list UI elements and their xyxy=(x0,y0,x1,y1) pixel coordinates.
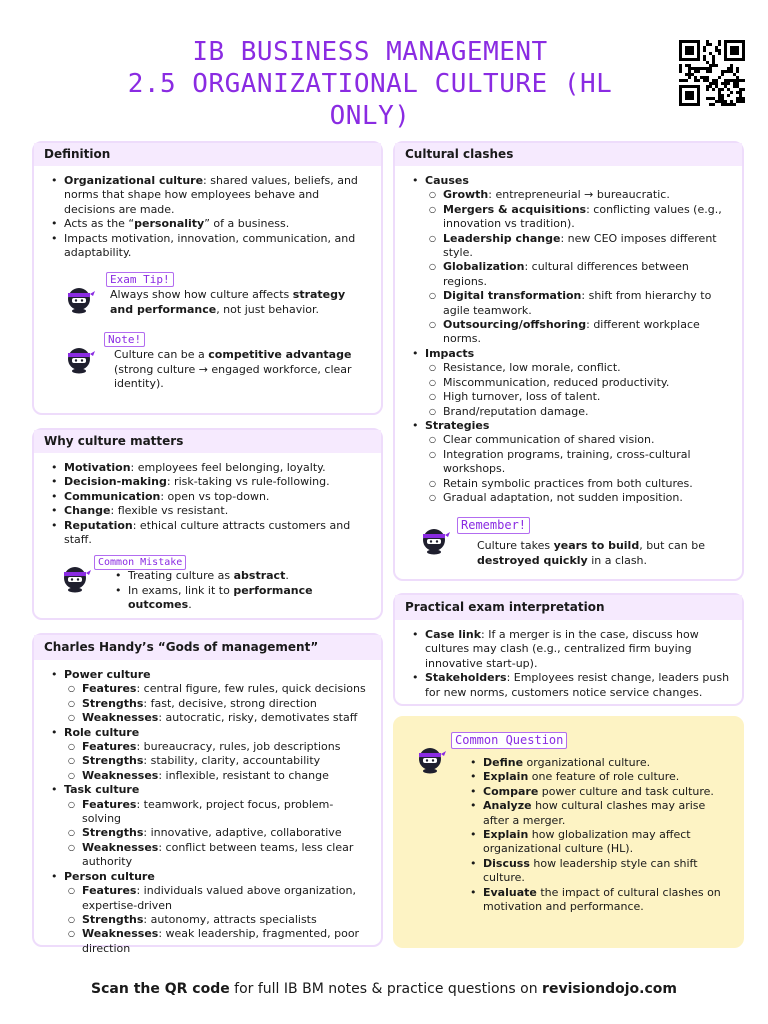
exam-tip-tag: Exam Tip! xyxy=(106,272,174,287)
definition-heading: Definition xyxy=(34,143,381,166)
list-item: ○ Weaknesses: autocratic, risky, demotivates staff xyxy=(66,711,369,725)
list-item: ○ Gradual adaptation, not sudden imposition. xyxy=(427,491,730,505)
list-item: ○ Features: individuals valued above organization, expertise-driven xyxy=(66,884,369,913)
list-item: • Acts as the “personality” of a business. xyxy=(48,217,369,231)
common-mistake-tag: Common Mistake xyxy=(94,555,186,570)
qr-code-icon[interactable] xyxy=(679,40,745,106)
list-item: • Evaluate the impact of cultural clashes on motivation and performance. xyxy=(467,886,724,915)
list-item: • Explain how globalization may affect organizational culture (HL). xyxy=(467,828,724,857)
note-tag: Note! xyxy=(104,332,145,347)
remember-tag: Remember! xyxy=(457,517,530,534)
list-item: ○ Integration programs, training, cross-cultural workshops. xyxy=(427,448,730,477)
list-item: • Change: flexible vs resistant. xyxy=(48,504,369,518)
definition-card xyxy=(32,141,383,415)
exam-tip-callout xyxy=(48,272,369,318)
title-line-2: 2.5 ORGANIZATIONAL CULTURE (HL ONLY) xyxy=(127,69,613,131)
remember-callout xyxy=(409,517,730,568)
cultural-clashes-card xyxy=(393,141,744,581)
list-item: ○ Strengths: stability, clarity, accountability xyxy=(66,754,369,768)
list-item: • Case link: If a merger is in the case, discuss how cultures may clash (e.g., centralized firm buying innovative start-up). xyxy=(409,628,730,671)
list-item: ○ Digital transformation: shift from hierarchy to agile teamwork. xyxy=(427,289,730,318)
handy-gods-heading: Charles Handy’s “Gods of management” xyxy=(34,635,381,660)
list-item: ○ Strengths: fast, decisive, strong direction xyxy=(66,697,369,711)
list-item: ○ Weaknesses: inflexible, resistant to change xyxy=(66,769,369,783)
practical-exam-heading: Practical exam interpretation xyxy=(395,595,742,620)
culture-type: • Power culture ○ Features: central figure, few rules, quick decisions ○ Strengths: fast, decisive, strong direction ○ Weaknesses: autocratic, risky, demotivates staff xyxy=(48,668,369,726)
list-item: ○ Retain symbolic practices from both cultures. xyxy=(427,477,730,491)
list-item: ○ Globalization: cultural differences between regions. xyxy=(427,260,730,289)
list-item: • Define organizational culture. xyxy=(467,756,724,770)
footer: Scan the QR code for full IB BM notes & practice questions on revisiondojo.com xyxy=(91,981,677,997)
list-item: ○ Features: bureaucracy, rules, job descriptions xyxy=(66,740,369,754)
list-item: • Discuss how leadership style can shift culture. xyxy=(467,857,724,886)
ninja-mascot-icon xyxy=(413,740,447,774)
list-item: ○ Brand/reputation damage. xyxy=(427,405,730,419)
list-item: ○ Miscommunication, reduced productivity. xyxy=(427,376,730,390)
website-link[interactable]: revisiondojo.com xyxy=(542,981,677,997)
list-item: ○ Weaknesses: weak leadership, fragmented, poor direction xyxy=(66,927,369,956)
culture-type: • Person culture ○ Features: individuals valued above organization, expertise-driven ○ Strengths: autonomy, attracts specialists ○ Weaknesses: weak leadership, fragmented, poor direction xyxy=(48,870,369,956)
list-item: ○ Clear communication of shared vision. xyxy=(427,433,730,447)
list-item: ○ Strengths: autonomy, attracts specialists xyxy=(66,913,369,927)
list-item: • Reputation: ethical culture attracts customers and staff. xyxy=(48,519,369,548)
culture-type: • Task culture ○ Features: teamwork, project focus, problem-solving ○ Strengths: innovative, adaptive, collaborative ○ Weaknesses: conflict between teams, less clear authority xyxy=(48,783,369,869)
list-item: • Communication: open vs top-down. xyxy=(48,490,369,504)
list-item: • Treating culture as abstract. xyxy=(112,569,369,583)
list-item: • Explain one feature of role culture. xyxy=(467,770,724,784)
list-item: • Analyze how cultural clashes may arise after a merger. xyxy=(467,799,724,828)
common-question-card xyxy=(393,716,744,948)
ninja-mascot-icon xyxy=(417,521,451,555)
ninja-mascot-icon xyxy=(58,559,92,593)
list-item: ○ Resistance, low morale, conflict. xyxy=(427,361,730,375)
title-line-1: IB BUSINESS MANAGEMENT xyxy=(192,37,548,67)
handy-gods-card xyxy=(32,633,383,955)
note-text: Culture can be a competitive advantage (strong culture → engaged workforce, clear identity). xyxy=(114,348,352,391)
list-item: ○ Leadership change: new CEO imposes different style. xyxy=(427,232,730,261)
list-item: ○ Features: central figure, few rules, quick decisions xyxy=(66,682,369,696)
ninja-mascot-icon xyxy=(62,340,96,374)
list-item: • Compare power culture and task culture. xyxy=(467,785,724,799)
common-question-tag: Common Question xyxy=(451,732,567,749)
list-item: ○ Growth: entrepreneurial → bureaucratic. xyxy=(427,188,730,202)
impacts-group: • Impacts ○ Resistance, low morale, conflict. ○ Miscommunication, reduced productivity. ○ High turnover, loss of talent. ○ Brand/reputation damage. xyxy=(409,347,730,419)
list-item: • Motivation: employees feel belonging, loyalty. xyxy=(48,461,369,475)
common-mistake-callout xyxy=(48,555,369,612)
list-item: • Decision-making: risk-taking vs rule-following. xyxy=(48,475,369,489)
cultural-clashes-heading: Cultural clashes xyxy=(395,143,742,166)
practical-exam-card xyxy=(393,593,744,706)
why-culture-card xyxy=(32,428,383,620)
page-title xyxy=(80,36,660,132)
why-culture-heading: Why culture matters xyxy=(34,430,381,453)
list-item: • Organizational culture: shared values, beliefs, and norms that shape how employees behave and decisions are made. xyxy=(48,174,369,217)
list-item: • In exams, link it to performance outcomes. xyxy=(112,584,369,613)
note-callout xyxy=(48,332,369,391)
culture-type: • Role culture ○ Features: bureaucracy, rules, job descriptions ○ Strengths: stability, clarity, accountability ○ Weaknesses: inflexible, resistant to change xyxy=(48,726,369,784)
list-item: ○ Weaknesses: conflict between teams, less clear authority xyxy=(66,841,369,870)
list-item: • Impacts motivation, innovation, communication, and adaptability. xyxy=(48,232,369,261)
strategies-group: • Strategies ○ Clear communication of shared vision. ○ Integration programs, training, cross-cultural workshops. ○ Retain symbolic practices from both cultures. ○ Gradual adaptation, not sudden imposition. xyxy=(409,419,730,505)
remember-text: Culture takes years to build, but can be destroyed quickly in a clash. xyxy=(477,539,705,567)
list-item: ○ Mergers & acquisitions: conflicting values (e.g., innovation vs tradition). xyxy=(427,203,730,232)
exam-tip-text: Always show how culture affects strategy and performance, not just behavior. xyxy=(110,288,346,316)
list-item: • Stakeholders: Employees resist change, leaders push for new norms, customers notice service changes. xyxy=(409,671,730,700)
causes-group: • Causes ○ Growth: entrepreneurial → bureaucratic. ○ Mergers & acquisitions: conflicting values (e.g., innovation vs tradition). ○ Leadership change: new CEO imposes different style. ○ Globalization: cultural differences between regions. ○ Digital transformation: shift from hierarchy to agile teamwork. ○ Outsourcing/offshoring: different workplace norms. xyxy=(409,174,730,347)
list-item: ○ High turnover, loss of talent. xyxy=(427,390,730,404)
list-item: ○ Outsourcing/offshoring: different workplace norms. xyxy=(427,318,730,347)
list-item: ○ Features: teamwork, project focus, problem-solving xyxy=(66,798,369,827)
list-item: ○ Strengths: innovative, adaptive, collaborative xyxy=(66,826,369,840)
ninja-mascot-icon xyxy=(62,280,96,314)
